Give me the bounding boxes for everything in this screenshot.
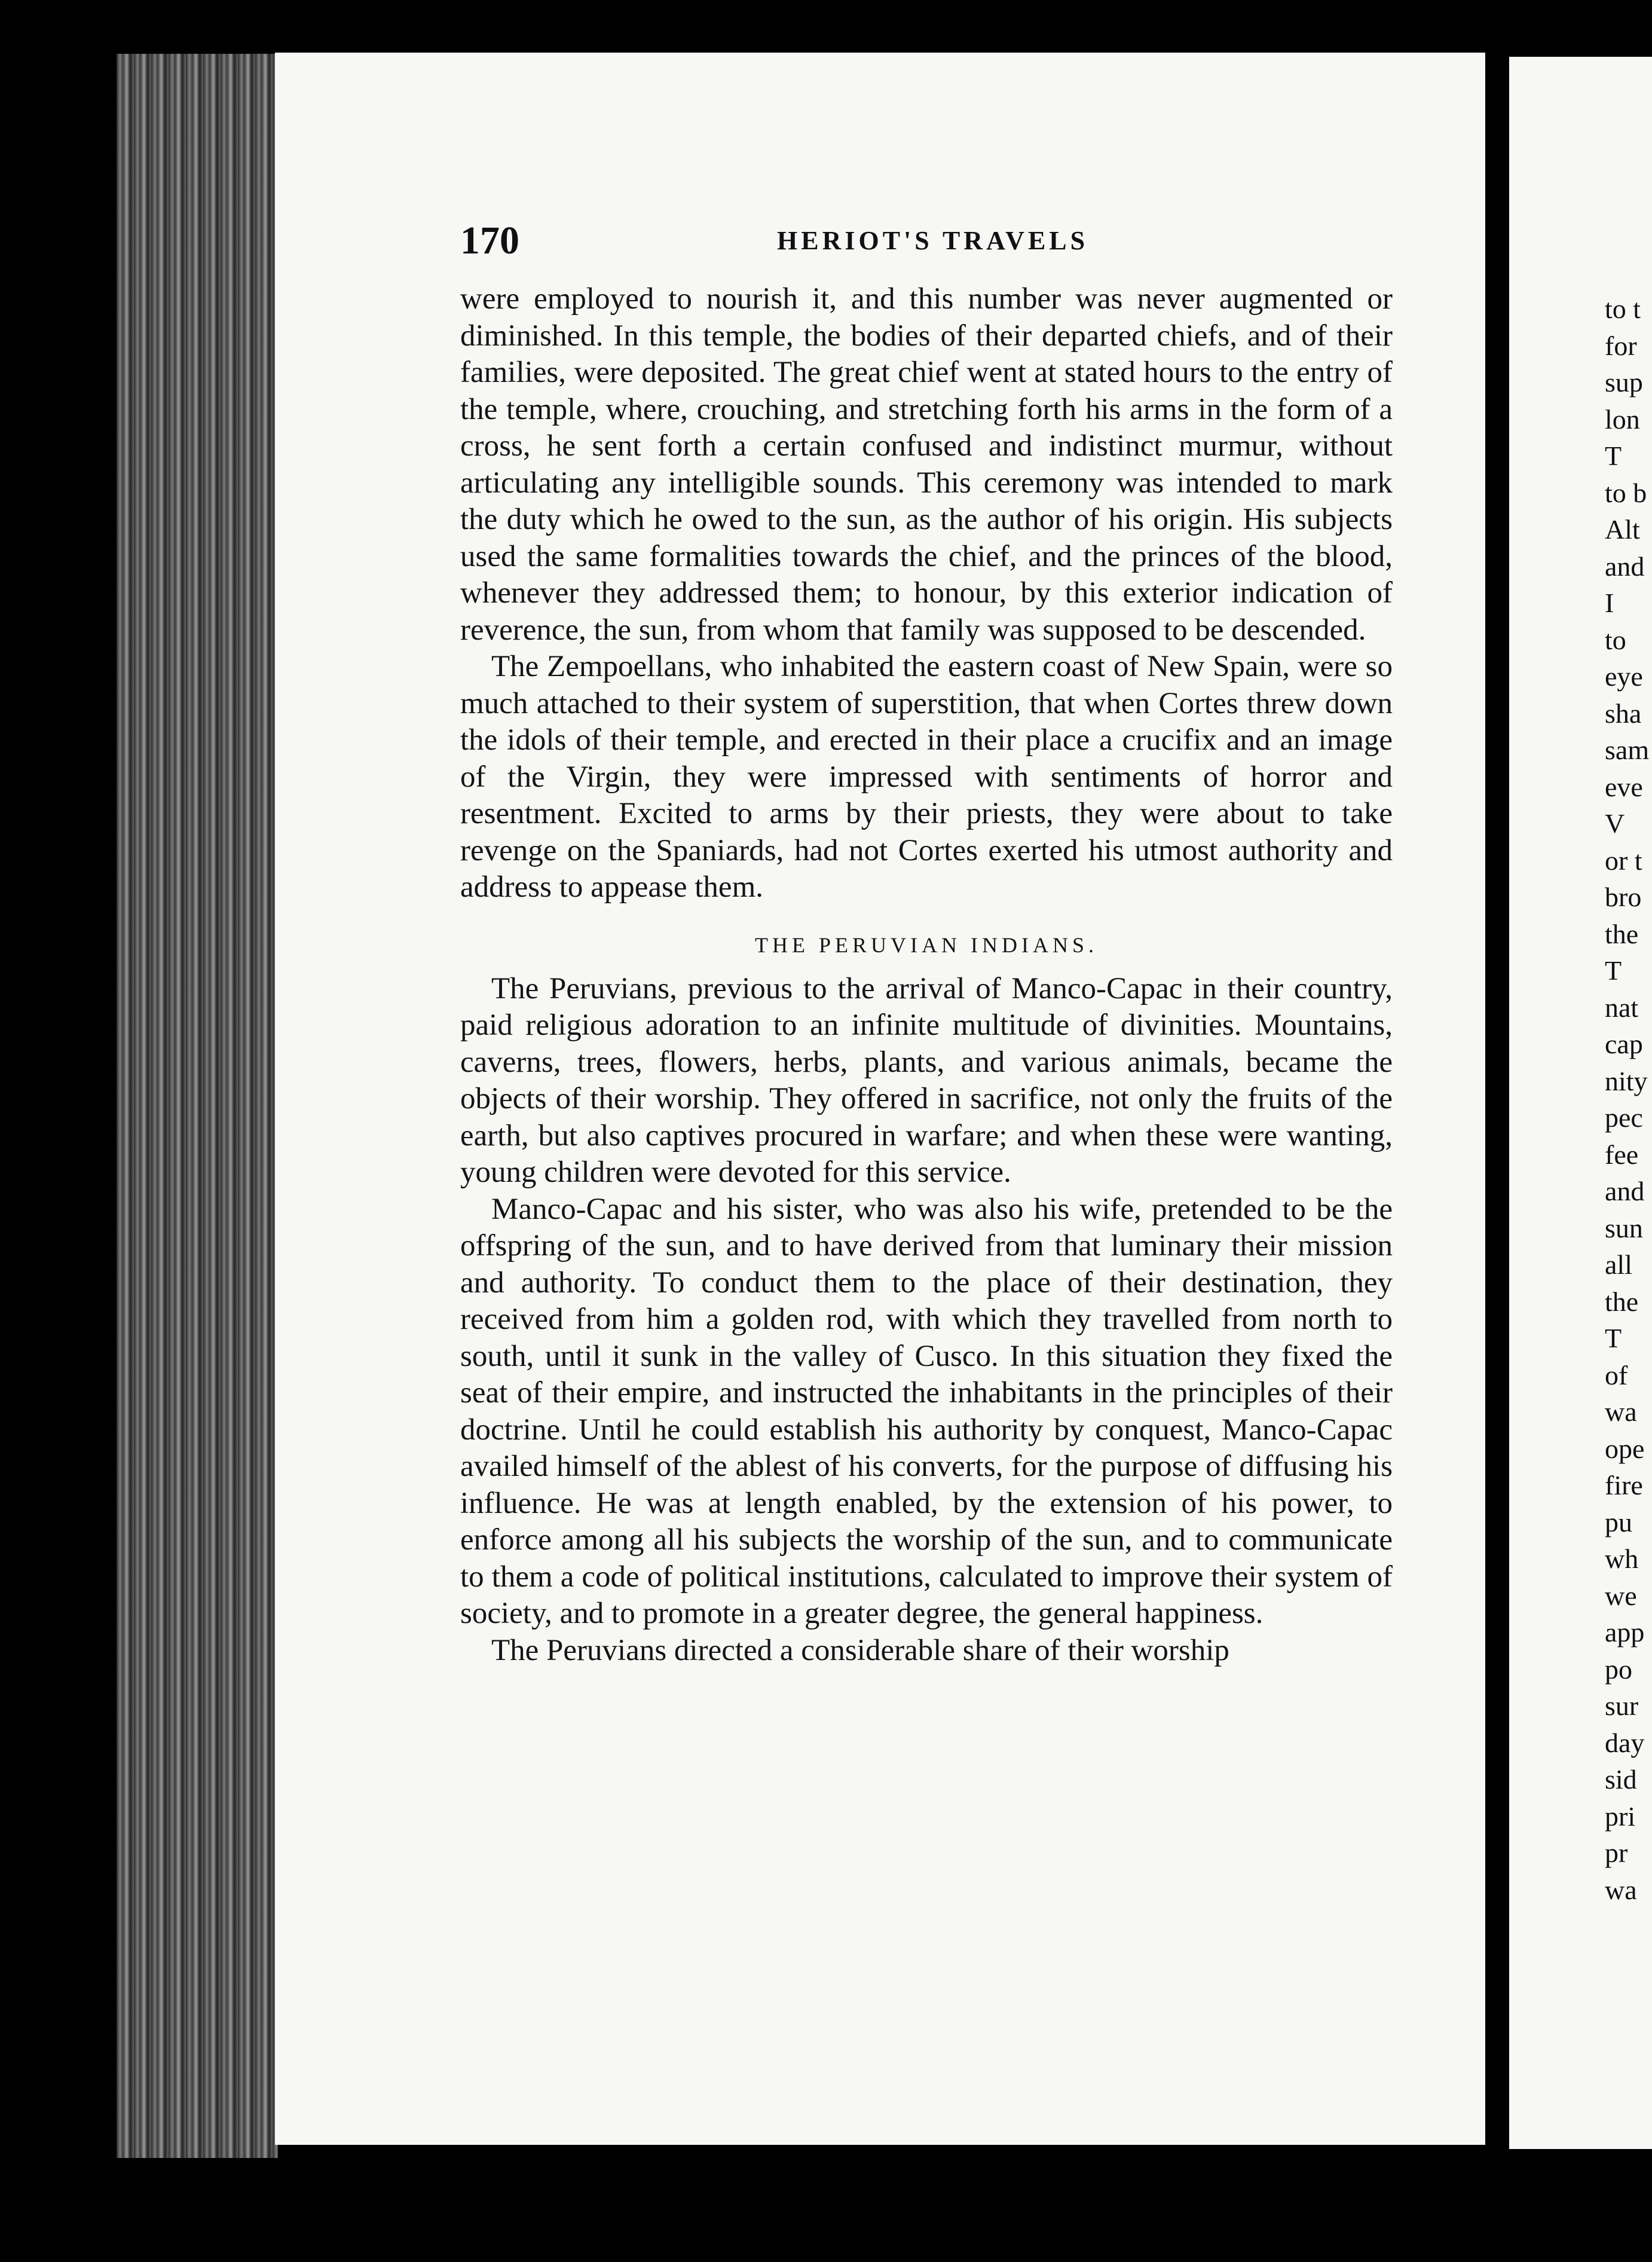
facing-page-fragment: wa [1605,1396,1637,1427]
paragraph-4: Manco-Capac and his sister, who was also his wife, pretended to be the offspring of the sun, and to have derived from that luminary their mission and authority. To conduct them to the place of their destination, they received from him a golden rod, with which they travelled from north to south, until it sunk in the valley of Cusco. In this situation they fixed the seat of their empire, and instructed the inhabitants in the principles of their doctrine. Until he could establish his authority by conquest, Manco-Capac availed himself of the ablest of his converts, for the purpose of diffusing his influence. He was at length enabled, by the extension of his power, to enforce among all his subjects the worship of the sun, and to communicate to them a code of political institutions, calculated to improve their system of society, and to promote in a greater degree, the general happiness. [460,1192,1393,1630]
facing-page-fragment: and [1605,551,1645,582]
paragraph-2: The Zempoellans, who inhabited the eastern coast of New Spain, were so much attached to their system of superstition, that when Cortes threw down the idols of their temple, and erected in their place a crucifix and an image of the Virgin, they were impressed with sentiments of horror and resentment. Excited to arms by their priests, they were about to take revenge on the Spaniards, had not Cortes exerted his utmost authority and address to appease them. [460,650,1393,904]
facing-page-fragment: the [1605,1286,1639,1317]
facing-page-fragment: sun [1605,1212,1643,1243]
facing-page-fragment: app [1605,1617,1645,1647]
facing-page-fragment: wh [1605,1543,1639,1574]
facing-page-fragment: sha [1605,698,1642,729]
facing-page-fragment: all [1605,1249,1632,1280]
facing-page-fragment: pri [1605,1801,1636,1832]
facing-page-fragment: sur [1605,1691,1639,1721]
facing-page-fragment: bro [1605,882,1642,912]
facing-page-fragment: we [1605,1580,1637,1611]
facing-page-fragment: sam [1605,735,1650,765]
facing-page-fragment: T [1605,441,1622,471]
facing-page-fragment: wa [1605,1874,1637,1905]
facing-page-fragment: fire [1605,1470,1643,1500]
paragraph-5: The Peruvians directed a considerable share of their worship [491,1633,1229,1667]
facing-page-fragment: lon [1605,404,1640,435]
facing-page-fragment: T [1605,955,1622,986]
running-title: HERIOT'S TRAVELS [777,226,1089,255]
facing-page-fragment: to [1605,624,1626,655]
facing-page-partial [1509,57,1652,2149]
facing-page-fragment: and [1605,1176,1645,1206]
facing-page-fragment: nity [1605,1065,1648,1096]
facing-page-fragment: pu [1605,1506,1632,1537]
book-spine-edge [117,54,278,2158]
page-body-text [460,281,1393,1669]
facing-page-fragment: cap [1605,1029,1643,1059]
facing-page-fragment: V [1605,808,1625,839]
facing-page-fragment: day [1605,1727,1645,1758]
paragraph-3: The Peruvians, previous to the arrival of Manco-Capac in their country, paid religious adoration to an infinite multitude of divinities. Mountains, caverns, trees, flowers, herbs, plants, and various animals, became the objects of their worship. They offered in sacrifice, not only the fruits of the earth, but also captives procured in warfare; and when these were wanting, young children were devoted for this service. [460,971,1393,1189]
facing-page-fragment: eye [1605,661,1643,692]
facing-page-fragment: I [1605,588,1614,618]
facing-page-fragment: to b [1605,477,1647,508]
paragraph-1: were employed to nourish it, and this number was never augmented or diminished. In this temple, the bodies of their departed chiefs, and of their families, were deposited. The great chief went at stated hours to the entry of the temple, where, crouching, and stretching forth his arms in the form of a cross, he sent forth a certain confused and indistinct murmur, without articulating any intelligible sounds. This ceremony was intended to mark the duty which he owed to the sun, as the author of his origin. His subjects used the same formalities towards the chief, and the princes of the blood, whenever they addressed them; to honour, by this exterior indication of reverence, the sun, from whom that family was supposed to be descended. [460,282,1393,647]
facing-page-fragment: pec [1605,1102,1643,1133]
section-heading: THE PERUVIAN INDIANS. [755,933,1098,957]
facing-page-fragment: of [1605,1359,1628,1390]
facing-page-fragment: eve [1605,771,1643,802]
facing-page-fragment: ope [1605,1433,1645,1464]
running-head [460,218,1393,266]
facing-page-fragment: nat [1605,992,1639,1023]
facing-page-fragment: po [1605,1653,1632,1685]
facing-page-fragment: to t [1605,294,1641,324]
facing-page-fragment: Alt [1605,514,1640,545]
facing-page-fragment: sup [1605,367,1643,398]
facing-page-fragment: the [1605,918,1639,949]
facing-page-fragment: for [1605,330,1637,361]
facing-page-fragment: or t [1605,845,1642,876]
page-number: 170 [460,219,519,262]
facing-page-fragment: T [1605,1323,1622,1353]
facing-page-fragment: sid [1605,1764,1637,1795]
facing-page-fragment: fee [1605,1139,1639,1170]
facing-page-fragment: pr [1605,1838,1628,1868]
